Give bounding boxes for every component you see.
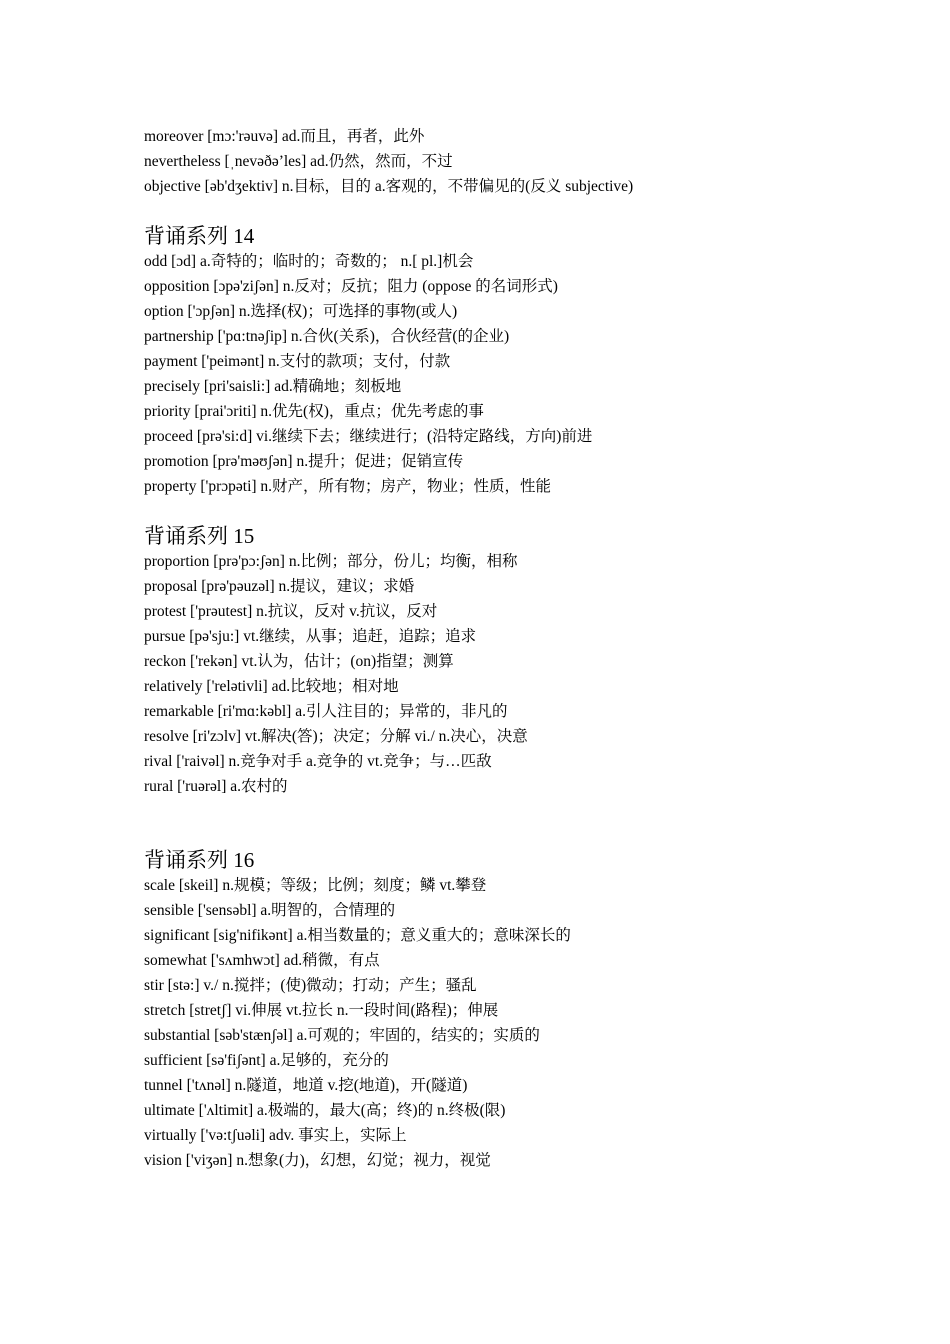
vocab-entry: protest ['prəutest] n.抗议，反对 v.抗议，反对 — [144, 603, 438, 620]
vocab-entry: vision ['viʒən] n.想象(力)，幻想，幻觉；视力，视觉 — [144, 1152, 491, 1169]
vocab-entry: precisely [pri'saisli:] ad.精确地；刻板地 — [144, 378, 402, 395]
section-title: 背诵系列 15 — [144, 524, 255, 548]
vocab-entry: rival ['raivəl] n.竞争对手 a.竞争的 vt.竞争；与…匹敌 — [144, 753, 492, 770]
vocab-entry: remarkable [ri'mɑ:kəbl] a.引人注目的；异常的，非凡的 — [144, 703, 508, 720]
vocab-entry: sensible ['sensəbl] a.明智的，合情理的 — [144, 902, 396, 919]
vocab-entry: proposal [prə'pəuzəl] n.提议，建议；求婚 — [144, 578, 415, 595]
section-16 — [144, 848, 864, 1173]
vocab-entry: reckon ['rekən] vt.认为，估计；(on)指望；测算 — [144, 653, 454, 670]
section-title: 背诵系列 14 — [144, 224, 255, 248]
spacer — [144, 199, 864, 224]
vocab-entry: substantial [səb'stænʃəl] a.可观的；牢固的，结实的；实质的 — [144, 1027, 540, 1044]
vocab-entry: stretch [stretʃ] vi.伸展 vt.拉长 n.一段时间(路程)；伸展 — [144, 1002, 499, 1019]
vocab-entry: option ['ɔpʃən] n.选择(权)；可选择的事物(或人) — [144, 303, 458, 320]
vocab-entry: tunnel ['tʌnəl] n.隧道，地道 v.挖(地道)，开(隧道) — [144, 1077, 468, 1094]
vocab-entry: virtually ['və:tʃuəli] adv. 事实上，实际上 — [144, 1127, 407, 1144]
section-15 — [144, 524, 864, 799]
vocab-entry: partnership ['pɑ:tnəʃip] n.合伙(关系)，合伙经营(的企业) — [144, 328, 510, 345]
vocab-entry: nevertheless [ˌnevəðə’les] ad.仍然，然而，不过 — [144, 153, 453, 170]
vocab-entry: sufficient [sə'fiʃənt] a.足够的，充分的 — [144, 1052, 389, 1069]
vocab-entry: relatively ['relətivli] ad.比较地；相对地 — [144, 678, 399, 695]
vocab-entry: somewhat ['sʌmhwɔt] ad.稍微，有点 — [144, 952, 380, 969]
spacer — [144, 799, 864, 848]
vocab-entry: significant [sig'nifikənt] a.相当数量的；意义重大的；意味深长的 — [144, 927, 571, 944]
vocab-entry: proportion [prə'pɔ:ʃən] n.比例；部分，份儿；均衡，相称 — [144, 553, 518, 570]
vocab-entry: pursue [pə'sju:] vt.继续，从事；追赶，追踪；追求 — [144, 628, 477, 645]
vocab-entry: odd [ɔd] a.奇特的；临时的；奇数的； n.[ pl.]机会 — [144, 253, 474, 270]
section-title: 背诵系列 16 — [144, 848, 255, 872]
vocab-entry: rural ['ruərəl] a.农村的 — [144, 778, 288, 795]
vocab-entry: ultimate ['ʌltimit] a.极端的，最大(高；终)的 n.终极(限) — [144, 1102, 506, 1119]
vocab-entry: opposition [ɔpə'ziʃən] n.反对；反抗；阻力 (oppose 的名词形式) — [144, 278, 558, 295]
vocab-entry: priority [prai'ɔriti] n.优先(权)，重点；优先考虑的事 — [144, 403, 484, 420]
vocab-entry: proceed [prə'si:d] vi.继续下去；继续进行；(沿特定路线，方向)前进 — [144, 428, 593, 445]
vocab-entry: property ['prɔpəti] n.财产，所有物；房产，物业；性质，性能 — [144, 478, 552, 495]
vocab-entry: moreover [mɔ:'rəuvə] ad.而且，再者，此外 — [144, 128, 425, 145]
vocab-entry: promotion [prə'məʊʃən] n.提升；促进；促销宣传 — [144, 453, 464, 470]
vocab-entry: scale [skeil] n.规模；等级；比例；刻度；鳞 vt.攀登 — [144, 877, 487, 894]
vocab-entry: resolve [ri'zɔlv] vt.解决(答)；决定；分解 vi./ n.决心，决意 — [144, 728, 528, 745]
intro-entries — [144, 124, 864, 199]
vocab-entry: payment ['peimənt] n.支付的款项；支付，付款 — [144, 353, 451, 370]
section-14 — [144, 224, 864, 499]
vocabulary-page — [144, 124, 864, 1173]
vocab-entry: stir [stə:] v./ n.搅拌；(使)微动；打动；产生；骚乱 — [144, 977, 477, 994]
vocab-entry: objective [əb'dʒektiv] n.目标，目的 a.客观的，不带偏见的(反义 subjective) — [144, 178, 634, 195]
spacer — [144, 499, 864, 524]
